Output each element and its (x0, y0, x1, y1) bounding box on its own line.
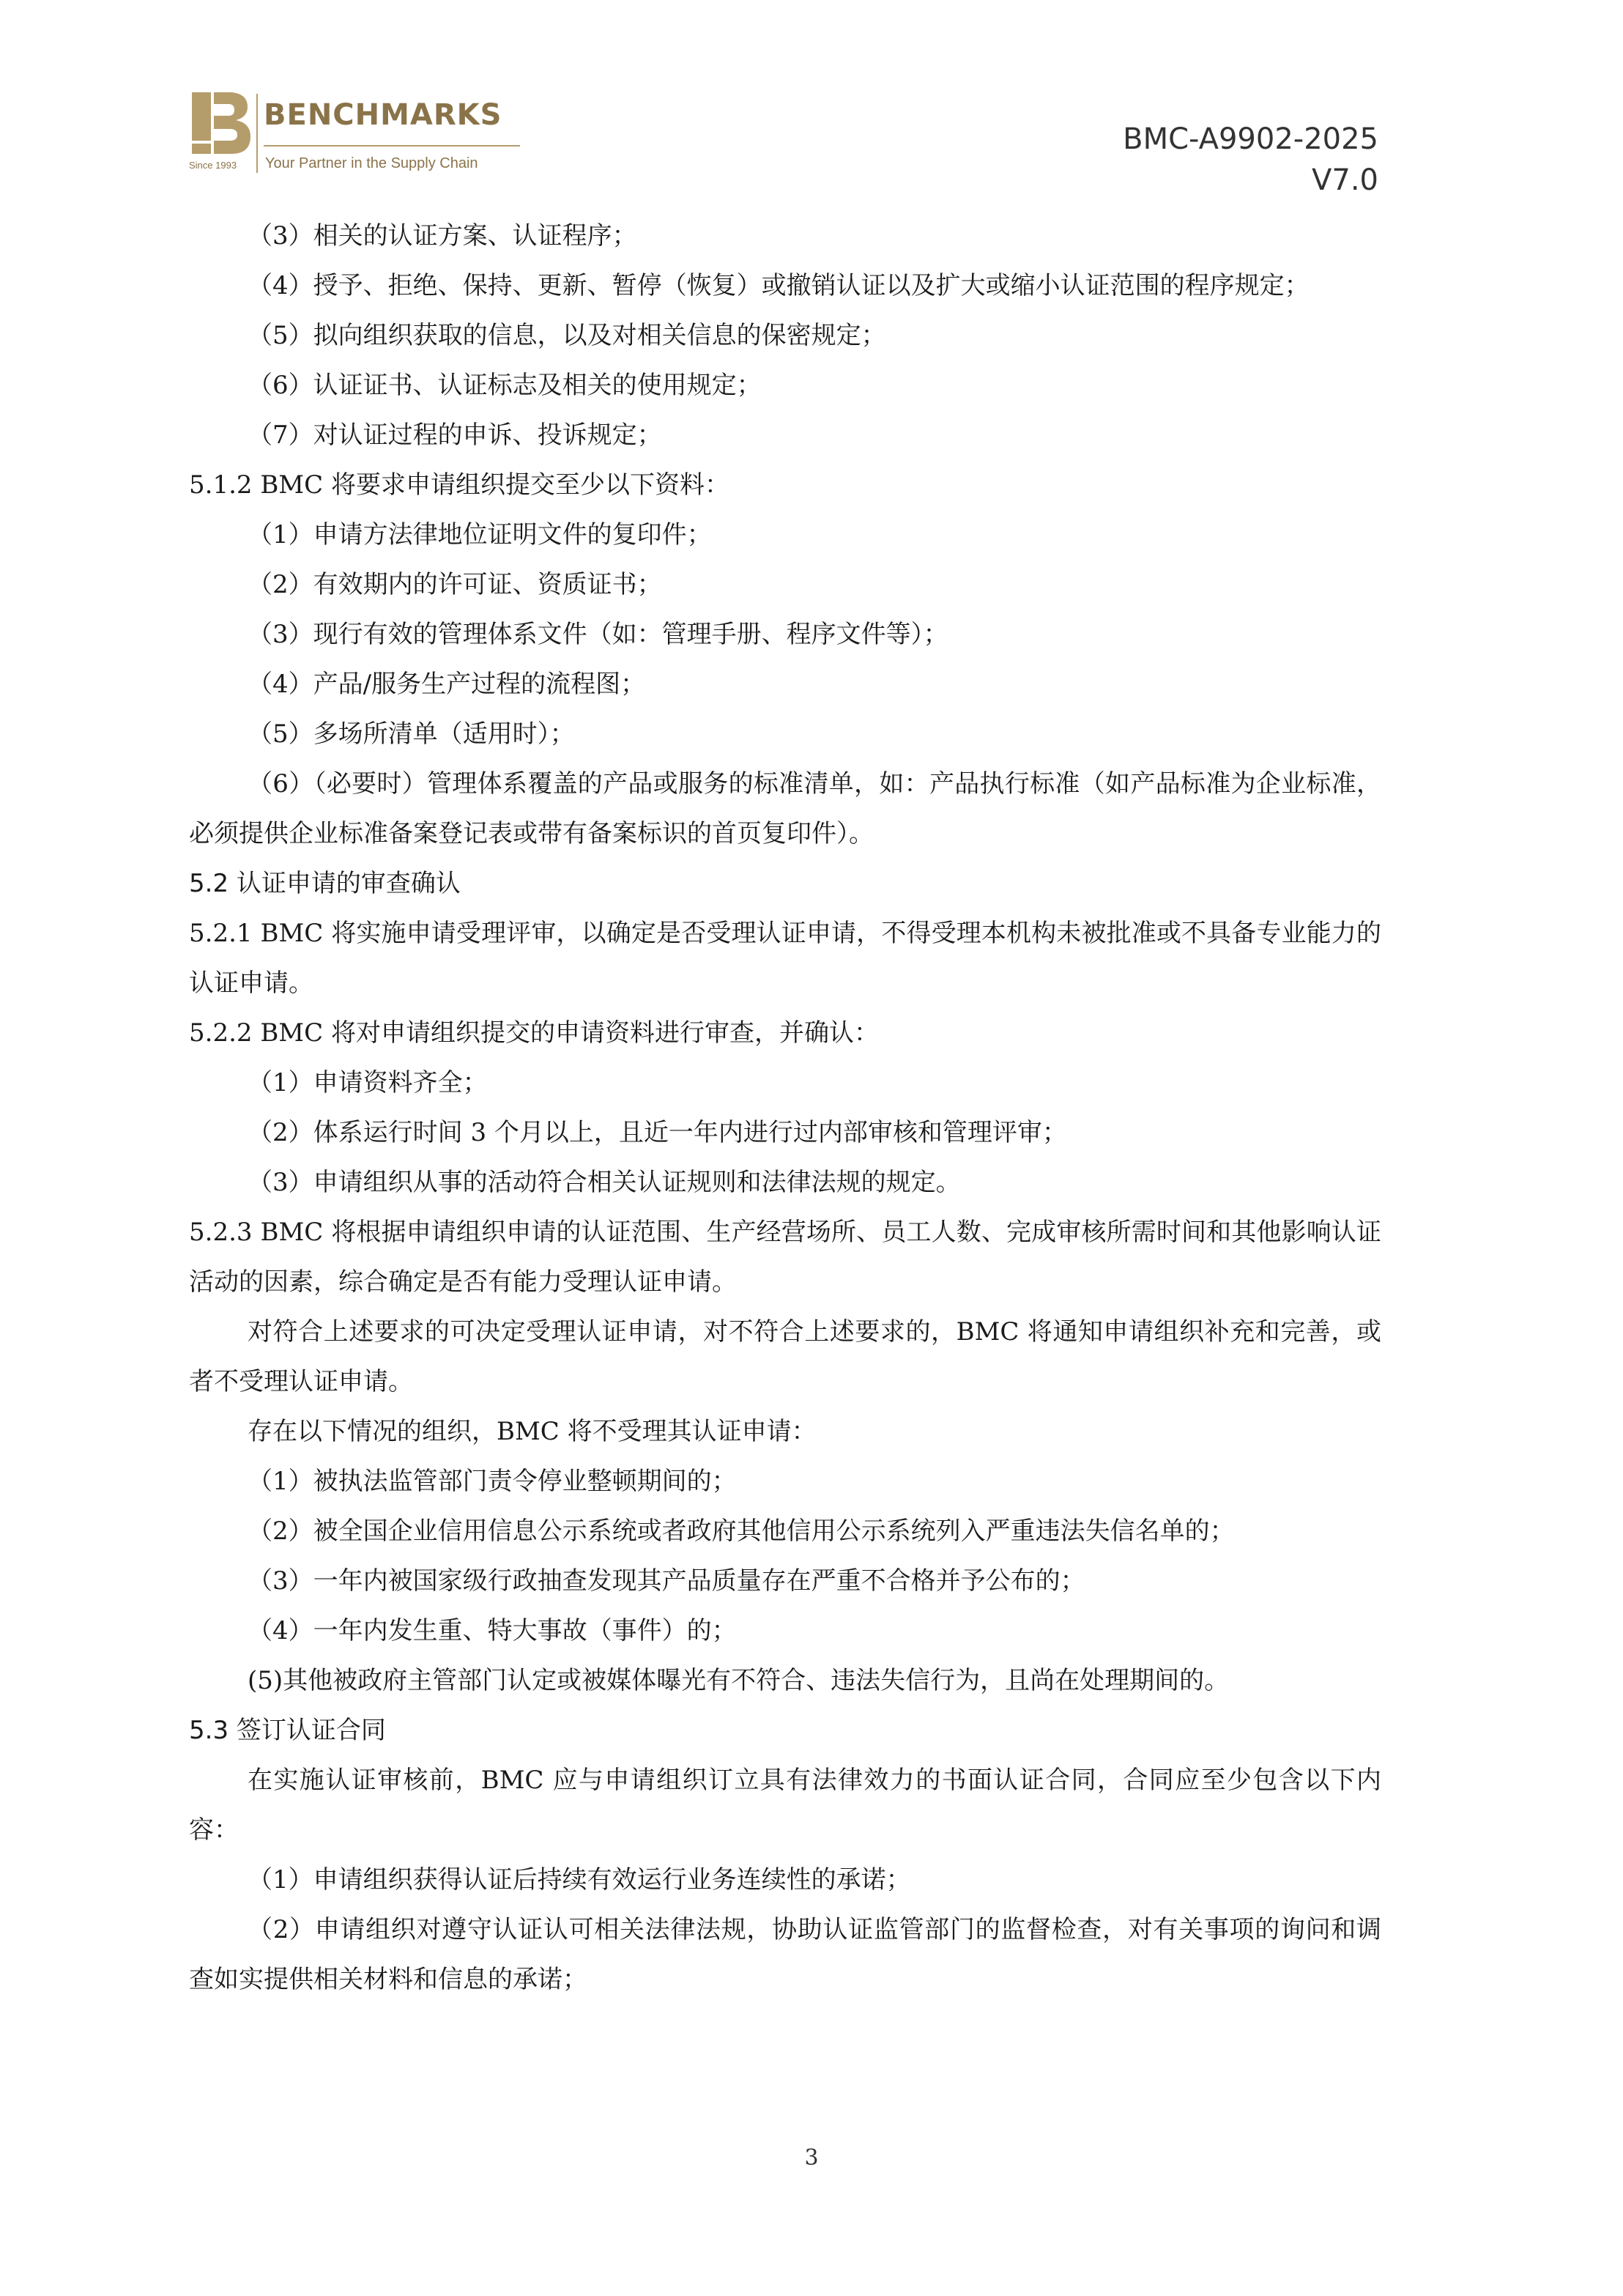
section-heading: 5.2 认证申请的审查确认 (189, 869, 461, 898)
document-version: V7.0 (1312, 163, 1378, 197)
paragraph: 存在以下情况的组织，BMC 将不受理其认证申请： (248, 1417, 817, 1446)
paragraph: （6）（必要时）管理体系覆盖的产品或服务的标准清单，如：产品执行标准（如产品标准为企业标准，必须提供企业标准备案登记表或带有备案标识的首页复印件）。 (189, 769, 1381, 848)
paragraph: （2）被全国企业信用信息公示系统或者政府其他信用公示系统列入严重违法失信名单的； (248, 1517, 1235, 1546)
logo-divider (256, 94, 258, 173)
clause: 5.2.2 BMC 将对申请组织提交的申请资料进行审查，并确认： (189, 1018, 879, 1048)
paragraph: （6）认证证书、认证标志及相关的使用规定； (248, 371, 762, 400)
paragraph: （3）一年内被国家级行政抽查发现其产品质量存在严重不合格并予公布的； (248, 1566, 1085, 1596)
brand-name: BENCHMARKS (264, 98, 502, 132)
clause: 5.2.1 BMC 将实施申请受理评审，以确定是否受理认证申请，不得受理本机构未被批准或不具备专业能力的认证申请。 (189, 919, 1381, 998)
paragraph: （3）申请组织从事的活动符合相关认证规则和法律法规的规定。 (248, 1168, 961, 1197)
paragraph: （4）产品/服务生产过程的流程图； (248, 670, 646, 699)
clause: 5.1.2 BMC 将要求申请组织提交至少以下资料： (189, 470, 729, 500)
paragraph: （4）一年内发生重、特大事故（事件）的； (248, 1616, 737, 1645)
paragraph: (5)其他被政府主管部门认定或被媒体曝光有不符合、违法失信行为，且尚在处理期间的。 (248, 1666, 1230, 1695)
paragraph: （3）相关的认证方案、认证程序； (248, 221, 637, 251)
document-number: BMC-A9902-2025 (1123, 122, 1378, 156)
paragraph: （3）现行有效的管理体系文件（如：管理手册、程序文件等）； (248, 620, 948, 649)
paragraph: （1）申请资料齐全； (248, 1068, 488, 1097)
paragraph: 在实施认证审核前，BMC 应与申请组织订立具有法律效力的书面认证合同，合同应至少包含以下内容： (189, 1766, 1381, 1845)
paragraph: （2）有效期内的许可证、资质证书； (248, 570, 662, 599)
paragraph: （2）申请组织对遵守认证认可相关法律法规，协助认证监管部门的监督检查，对有关事项的询问和调查如实提供相关材料和信息的承诺； (189, 1915, 1381, 1994)
document-body (189, 211, 1381, 2004)
logo-underline (264, 145, 520, 147)
since-year: Since 1993 (189, 160, 237, 171)
page-number: 3 (804, 2145, 819, 2171)
paragraph: （1）被执法监管部门责令停业整顿期间的； (248, 1467, 737, 1496)
paragraph: （4）授予、拒绝、保持、更新、暂停（恢复）或撤销认证以及扩大或缩小认证范围的程序规定； (248, 271, 1310, 300)
paragraph: （1）申请组织获得认证后持续有效运行业务连续性的承诺； (248, 1865, 911, 1895)
section-heading: 5.3 签订认证合同 (189, 1716, 386, 1745)
document-number-block (1123, 119, 1378, 201)
paragraph: （7）对认证过程的申诉、投诉规定； (248, 421, 662, 450)
paragraph: （1）申请方法律地位证明文件的复印件； (248, 520, 712, 549)
brand-tagline: Your Partner in the Supply Chain (265, 155, 478, 171)
paragraph: （5）多场所清单（适用时）； (248, 719, 575, 749)
company-logo (189, 89, 526, 176)
paragraph: （2）体系运行时间 3 个月以上，且近一年内进行过内部审核和管理评审； (248, 1118, 1067, 1147)
benchmarks-logo-mark (189, 89, 255, 157)
clause: 5.2.3 BMC 将根据申请组织申请的认证范围、生产经营场所、员工人数、完成审核所需时间和其他影响认证活动的因素，综合确定是否有能力受理认证申请。 (189, 1218, 1381, 1297)
paragraph: 对符合上述要求的可决定受理认证申请，对不符合上述要求的，BMC 将通知申请组织补充和完善，或者不受理认证申请。 (189, 1317, 1381, 1396)
paragraph: （5）拟向组织获取的信息，以及对相关信息的保密规定； (248, 321, 886, 350)
